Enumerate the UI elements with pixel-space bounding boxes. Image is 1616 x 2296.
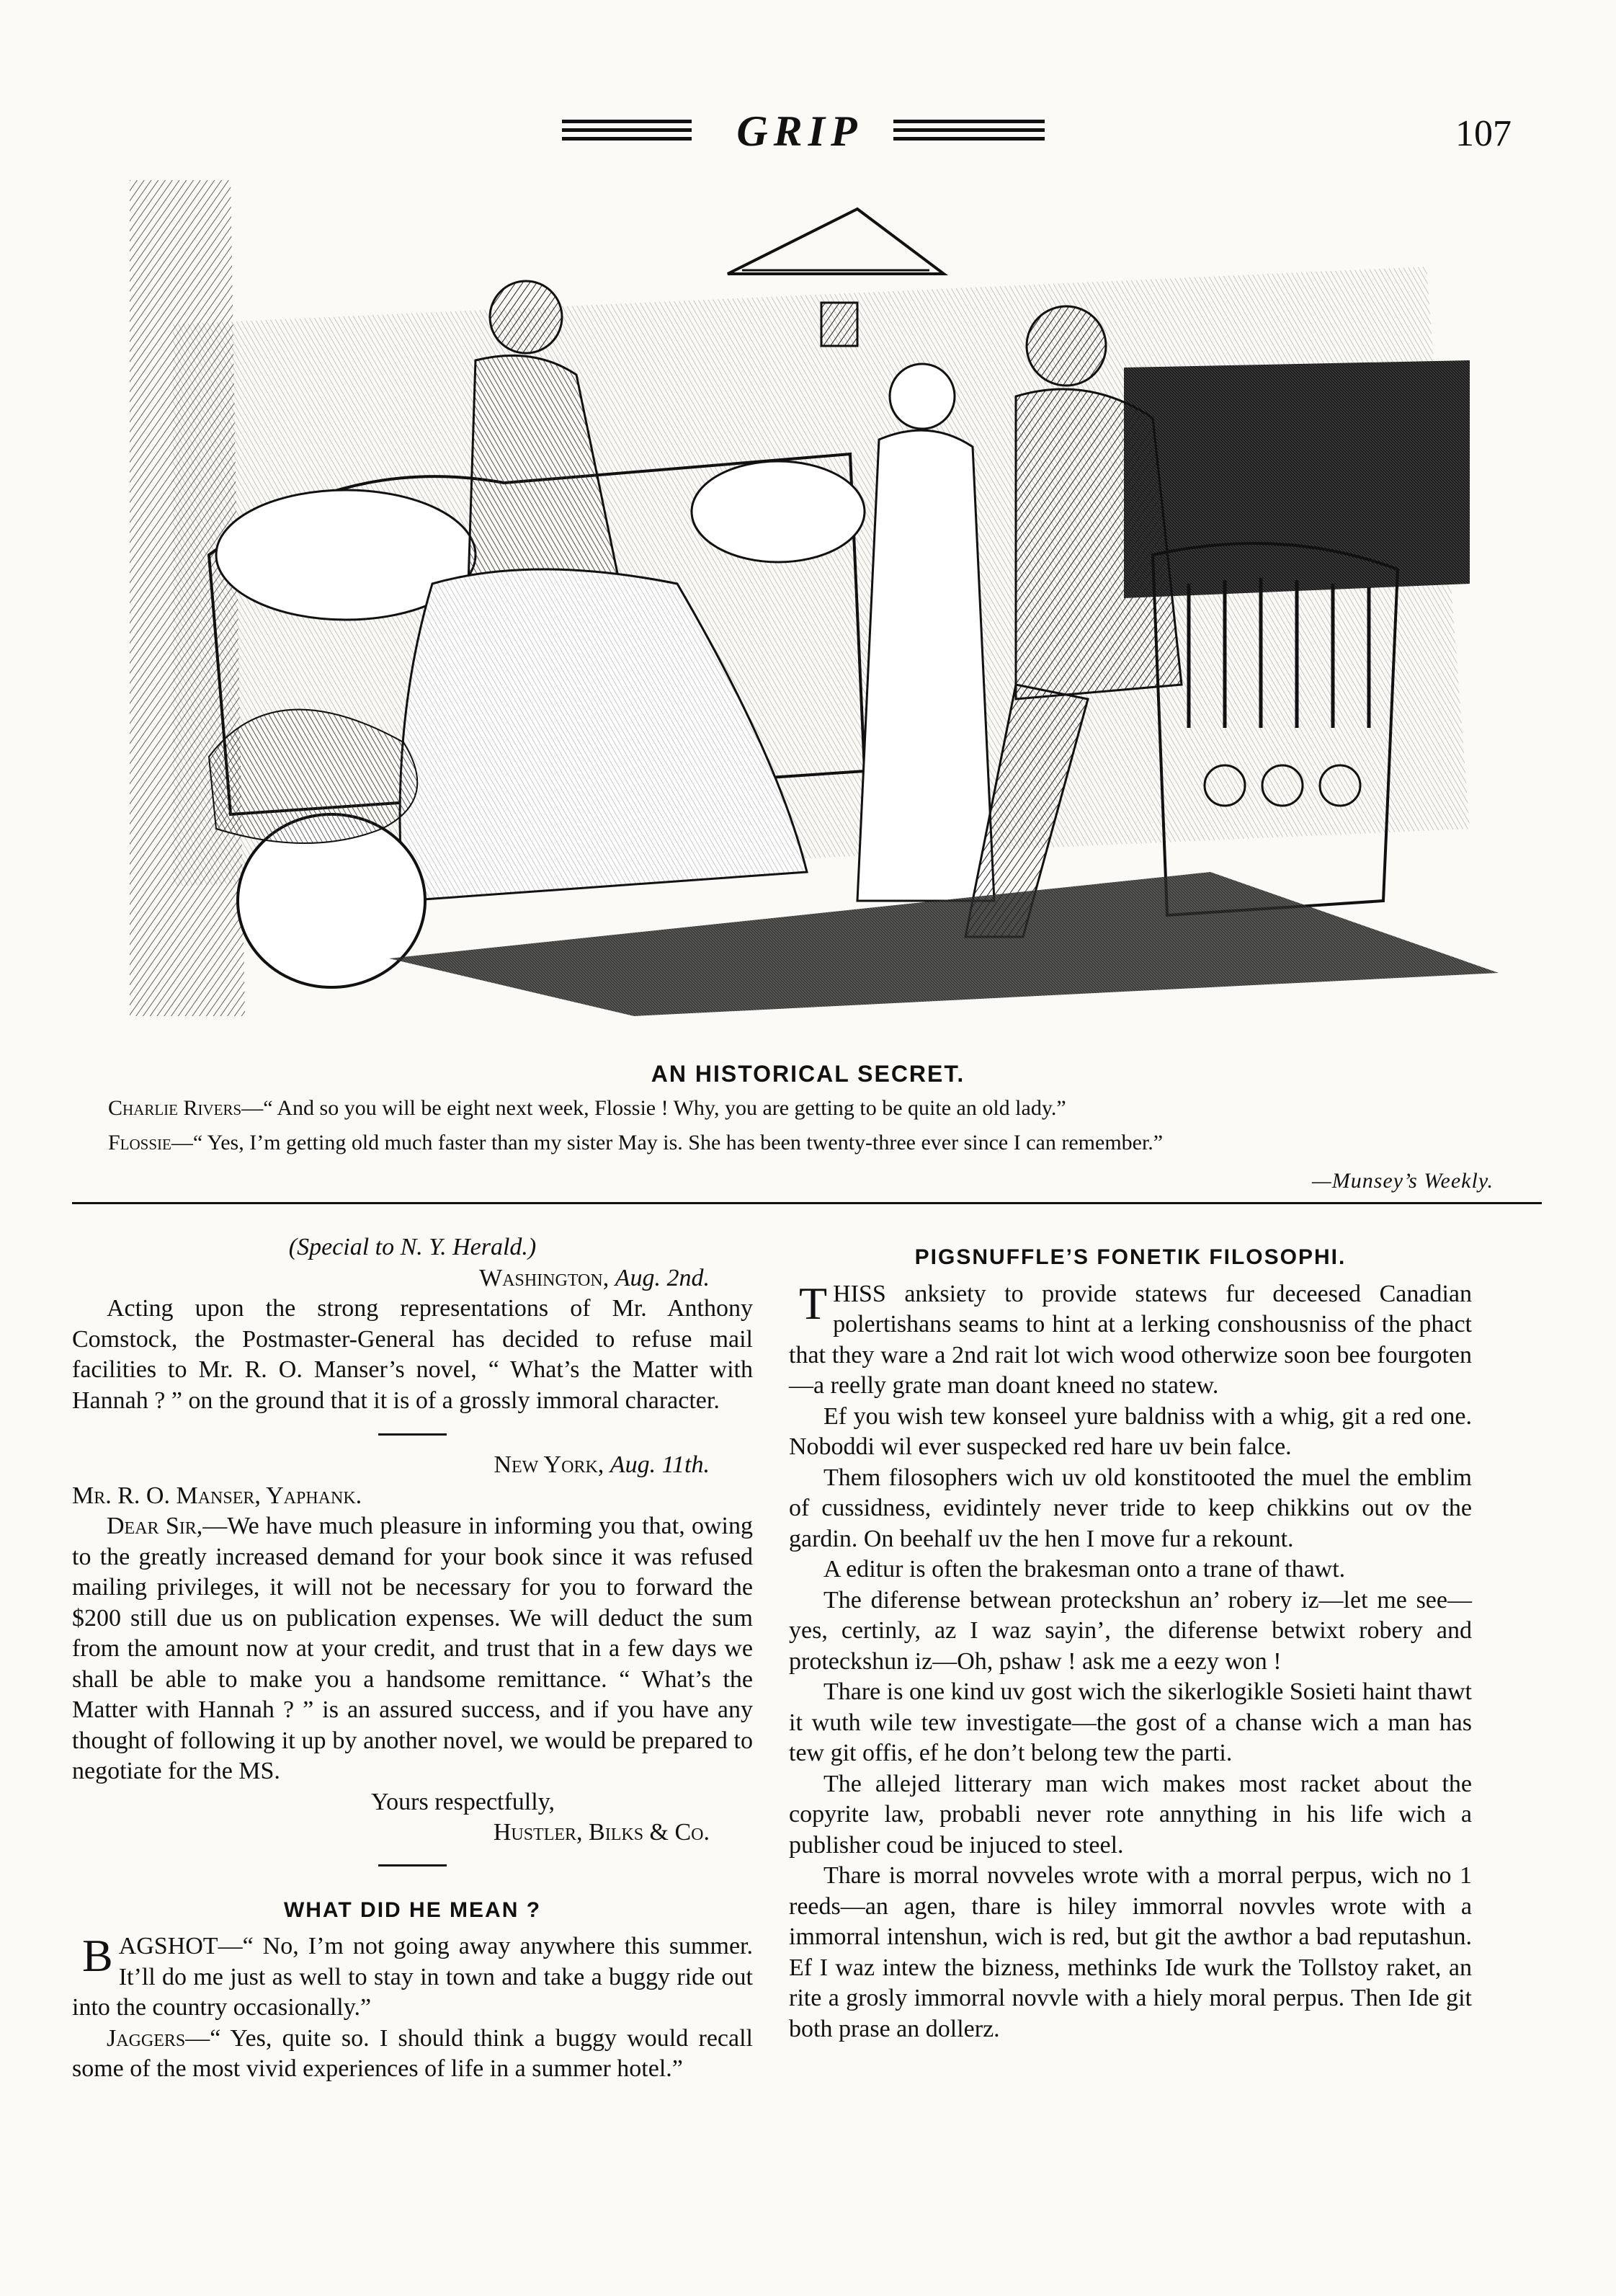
engraving-illustration <box>130 180 1520 1016</box>
dateline-new-york-date: Aug. 11th. <box>610 1451 710 1478</box>
engraving-drawing <box>130 180 1520 1016</box>
fonetik-paragraph-2: Ef you wish tew konseel yure baldniss with a whig, git a red one. Noboddi wil ever suspecked red hare uv bein falce. <box>789 1402 1472 1460</box>
fonetik-paragraph-3: Them filosophers wich uv old konstitooted the muel the emblim of cussidness, evidintely never tride to keep chikkins out ov the gardin. On beehalf uv the hen I move fur a rekount. <box>789 1464 1472 1552</box>
caption-line-flossie <box>108 1129 1513 1157</box>
dateline-washington <box>72 1263 753 1294</box>
fonetik-paragraph-8: Thare is morral novveles wrote with a morral perpus, wich no 1 reeds—an agen, thare is hiley immorral novvles wrote with a immorral intenshun, wich is red, but git the awthor a bad reputashun. Ef I waz intew the bizness, methinks Ide wurk the Tollstoy raket, an rite a grosly immorral novvle with a hiely moral perpus. Then Ide git both prase an dollerz. <box>789 1862 1472 2042</box>
dateline-washington-date: Aug. 2nd. <box>615 1264 710 1291</box>
short-rule <box>378 1433 447 1436</box>
masthead-rule-left <box>562 120 692 148</box>
heading-pigsnuffle: PIGSNUFFLE’S FONETIK FILOSOPHI. <box>914 1245 1347 1269</box>
section-divider-rule <box>72 1202 1542 1204</box>
caption-text-flossie: —“ Yes, I’m getting old much faster than my sister May is. She has been twenty-three ever since I can remember.” <box>171 1131 1164 1154</box>
bagshot-text: AGSHOT—“ No, I’m not going away anywhere this summer. It’ll do me just as well to stay in town and take a buggy ride out into the country occasionally.” <box>72 1933 753 2021</box>
letter-signature: Hustler, Bilks & Co. <box>493 1819 710 1846</box>
right-column <box>789 1232 1472 2044</box>
jaggers-text: —“ Yes, quite so. I should think a buggy would recall some of the most vivid experiences of life in a summer hotel.” <box>72 2024 753 2082</box>
fonetik-paragraph-1-text: HISS anksiety to provide statews fur deceesed Canadian polertishans seams to hint at a lerking conshousniss of the phact that they ware a 2nd rait lot wich wood otherwize soon bee fourgoten—a reelly grate man doant kneed no statew. <box>789 1280 1472 1399</box>
caption-speaker-charlie: Charlie Rivers <box>108 1096 242 1120</box>
caption-text-charlie: —“ And so you will be eight next week, Flossie ! Why, you are getting to be quite an old lady.” <box>241 1096 1066 1120</box>
bagshot-paragraph <box>72 1931 753 2024</box>
page-number: 107 <box>1455 113 1512 154</box>
letter-body-text: —We have much pleasure in informing you that, owing to the greatly increased demand for your book since it was refused mailing privileges, it will not be necessary for you to forward the $200 still due us on publication expenses. We will deduct the sum from the amount now at your credit, and trust that in a few days we shall be able to make you a handsome remittance. “ What’s the Matter with Hannah ? ” is an assured success, and if you have any thought of following it up by another novel, we would be prepared to negotiate for the MS. <box>72 1513 753 1784</box>
caption-source: —Munsey’s Weekly. <box>1312 1169 1494 1193</box>
fonetik-paragraph-6: Thare is one kind uv gost wich the sikerlogikle Sosieti haint thawt it wuth wile tew investigate—the gost of a chanse wich a man has tew git offis, ef he don’t belong tew the parti. <box>789 1678 1472 1766</box>
fonetik-dropcap: T <box>799 1277 828 1329</box>
letter-body <box>72 1511 753 1787</box>
jaggers-paragraph <box>72 2024 753 2085</box>
fonetik-paragraph-5: The diferense betwean proteckshun an’ robery iz—let me see—yes, certinly, az I waz sayin’, the diferense betwixt robery and proteckshun iz—Oh, pshaw ! ask me a eezy won ! <box>789 1586 1472 1675</box>
caption-line-charlie <box>108 1094 1513 1123</box>
heading-what-did-he-mean: WHAT DID HE MEAN ? <box>283 1897 542 1922</box>
caption-speaker-flossie: Flossie <box>108 1131 171 1154</box>
dateline-new-york-place: New York, <box>494 1451 604 1478</box>
dateline-new-york <box>72 1450 753 1481</box>
jaggers-speaker: Jaggers <box>107 2024 186 2052</box>
left-column <box>72 1232 753 2085</box>
bagshot-dropcap: B <box>82 1930 113 1981</box>
masthead <box>0 107 1616 164</box>
letter-salutation: Dear Sir, <box>107 1513 203 1539</box>
illustration-caption-title: AN HISTORICAL SECRET. <box>651 1061 965 1087</box>
article-postmaster-paragraph: Acting upon the strong representations of Mr. Anthony Comstock, the Postmaster-General has decided to refuse mail facilities to Mr. R. O. Manser’s novel, “ What’s the Matter with Hannah ? ” on the ground that it is of a grossly immoral character. <box>72 1295 753 1414</box>
fonetik-paragraph-7: The allejed litterary man wich makes most racket about the copyrite law, probabli never rote annything in his life wich a publisher coud be injuced to steel. <box>789 1770 1472 1859</box>
dateline-washington-place: Washington, <box>479 1264 610 1291</box>
letter-addressee: Mr. R. O. Manser, Yaphank. <box>72 1482 362 1509</box>
fonetik-paragraph-4: A editur is often the brakesman onto a trane of thawt. <box>823 1556 1346 1583</box>
masthead-title: GRIP <box>736 107 863 155</box>
special-dateline: (Special to N. Y. Herald.) <box>288 1234 537 1260</box>
short-rule-2 <box>378 1864 447 1866</box>
fonetik-paragraph-1 <box>789 1279 1472 1402</box>
letter-closing: Yours respectfully, <box>371 1788 555 1815</box>
masthead-rule-right <box>893 120 1045 148</box>
